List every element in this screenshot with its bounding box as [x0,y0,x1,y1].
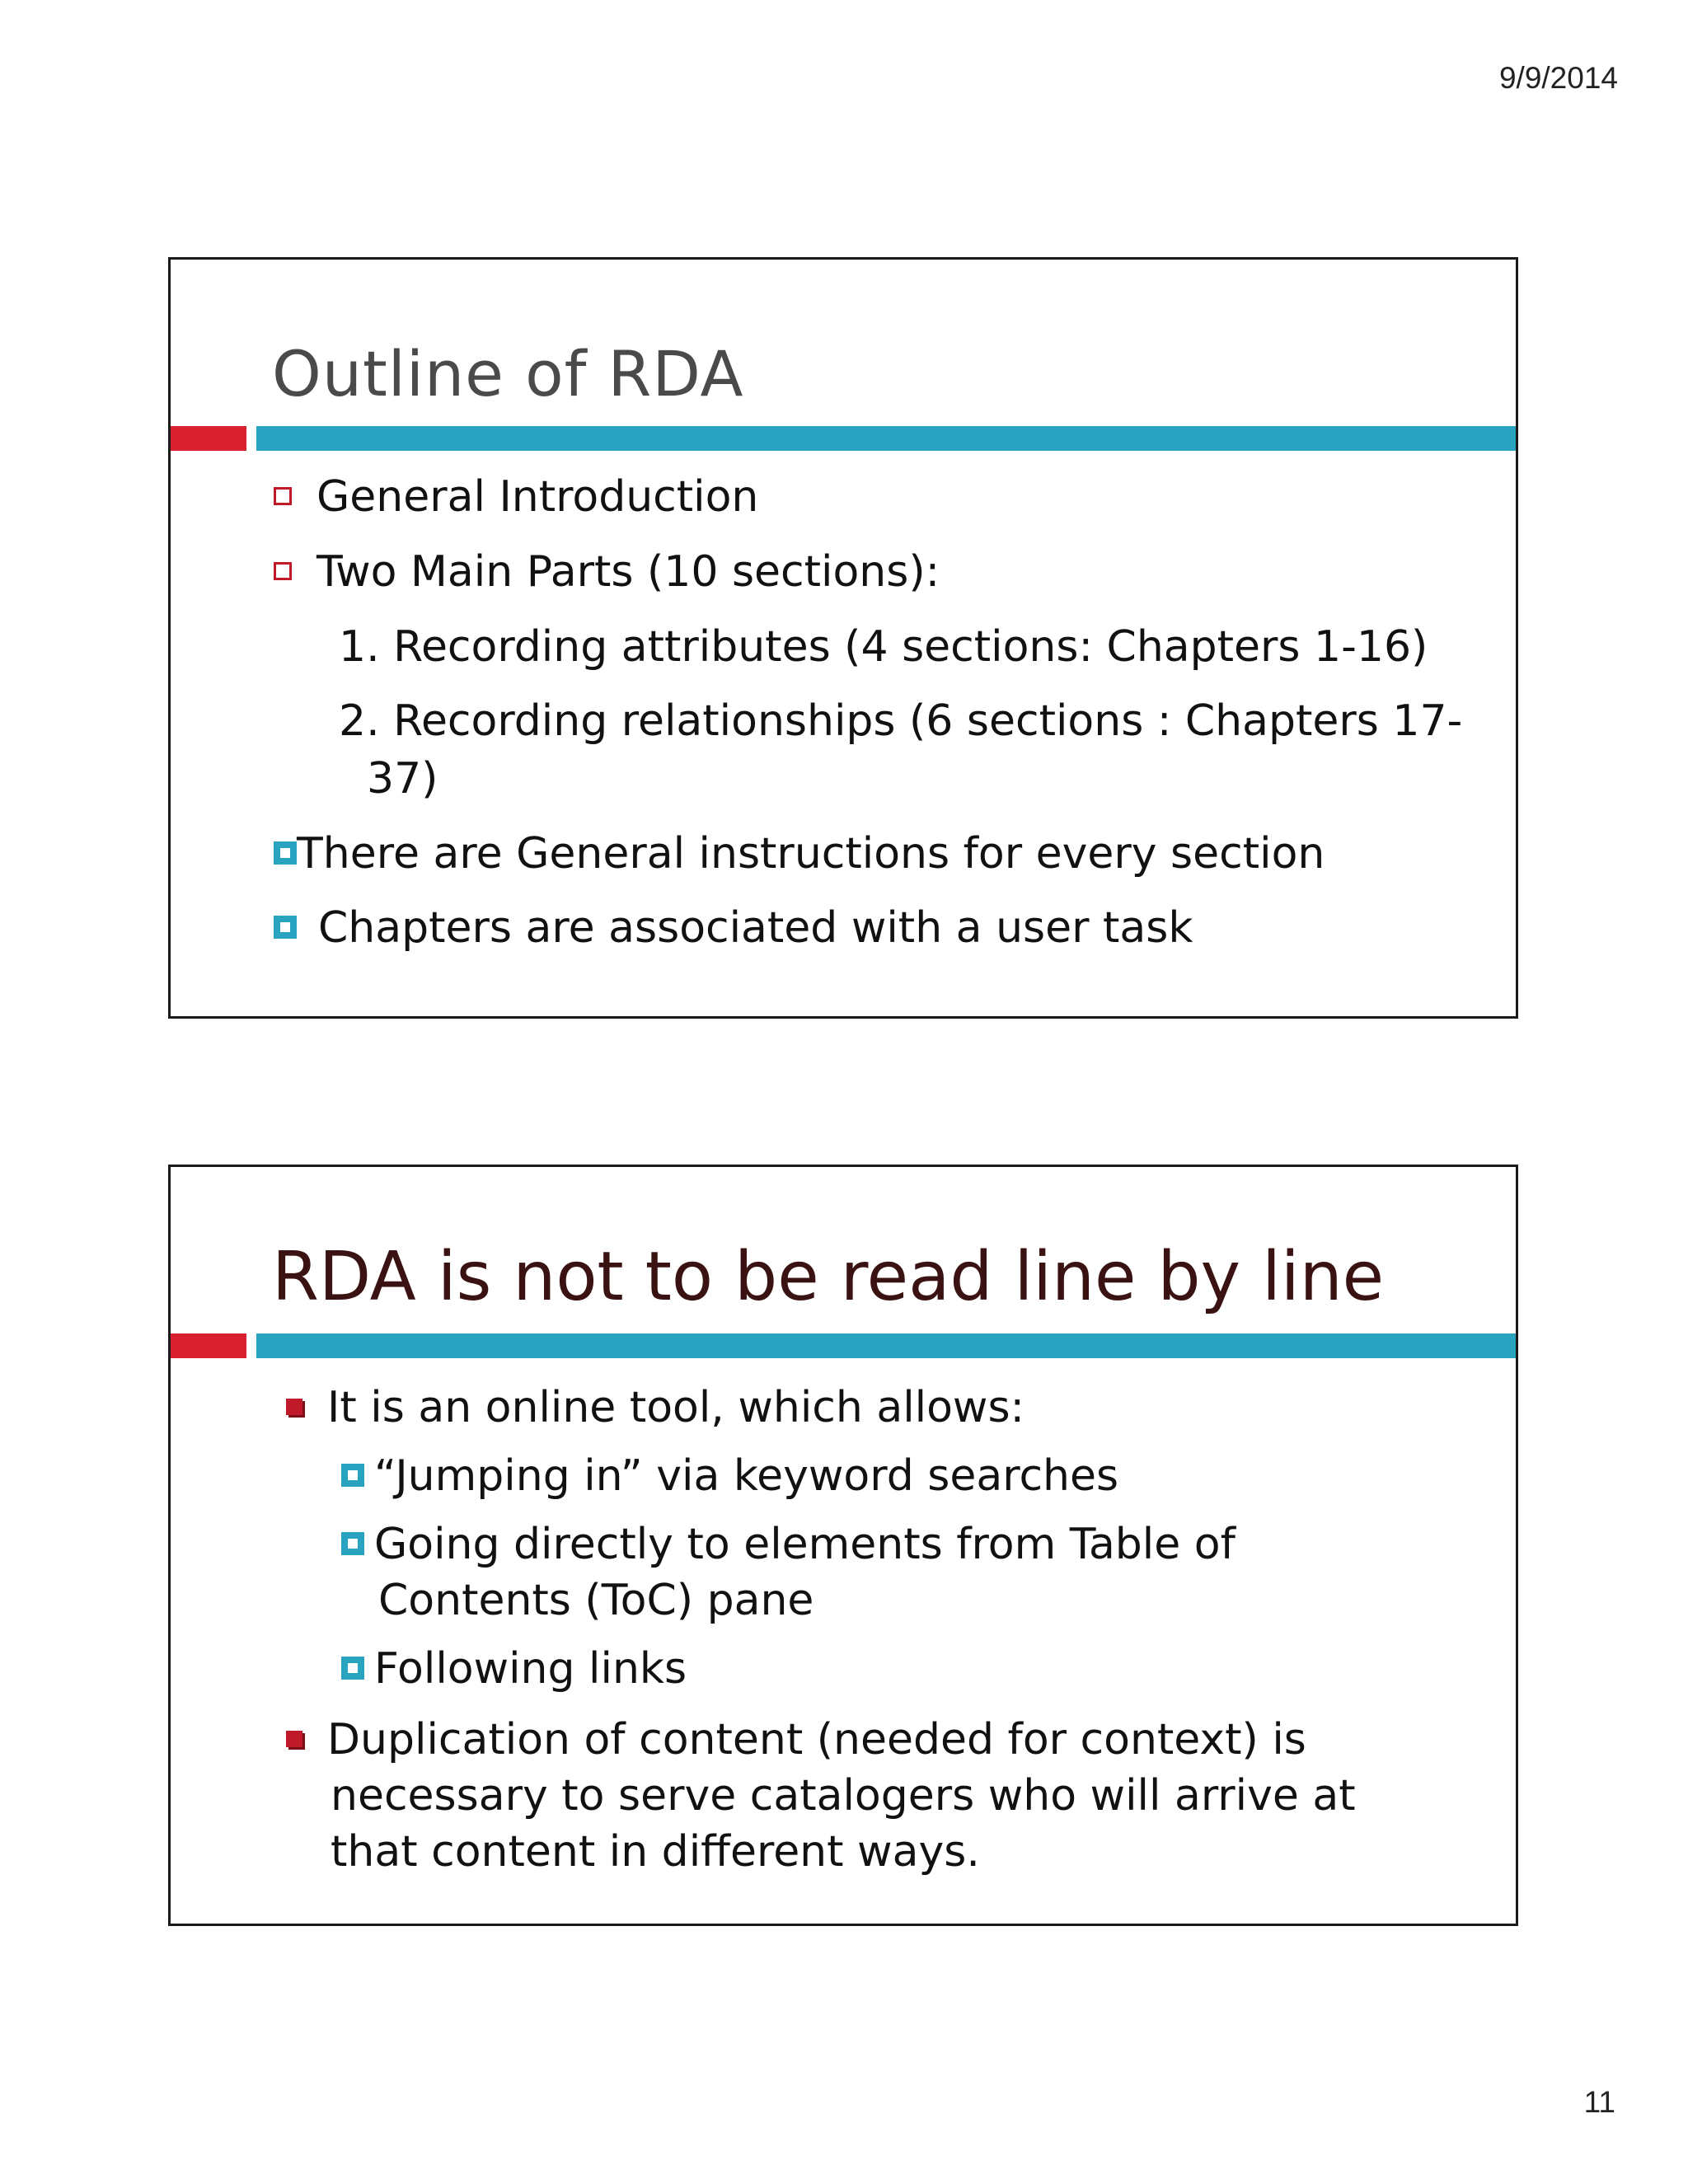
bullet-text: Following links [374,1644,687,1694]
slide-outline-of-rda [168,257,1518,1019]
bullet-text: General Introduction [316,472,759,522]
bullet-text: Going directly to elements from Table of [374,1520,1236,1569]
teal-square-bullet-icon [341,1657,364,1680]
slide-title: Outline of RDA [272,337,744,410]
numbered-item [339,622,1428,672]
sub-bullet-item [341,1644,687,1694]
page-date: 9/9/2014 [1498,61,1618,95]
bullet-text: necessary to serve catalogers who will arrive at [331,1771,1356,1821]
sub-bullet-continuation [378,1576,814,1625]
bullet-text: Contents (ToC) pane [378,1576,814,1625]
numbered-text: 2. Recording relationships (6 sections : Chapters 17- [339,696,1463,746]
bullet-item [286,1383,1025,1432]
teal-square-bullet-icon [341,1464,364,1487]
bullet-continuation [331,1771,1356,1821]
title-accent-bar-red [171,426,246,451]
title-accent-bar-blue [256,426,1516,451]
numbered-text: 1. Recording attributes (4 sections: Chapters 1-16) [339,622,1428,672]
page-number: 11 [1583,2085,1615,2119]
slide-title: RDA is not to be read line by line [272,1238,1385,1316]
numbered-text: 37) [367,754,438,804]
sub-bullet-item [341,1451,1118,1501]
title-accent-bar-blue [256,1333,1516,1358]
numbered-item-continuation [367,754,438,804]
bullet-item [274,829,1325,879]
teal-square-bullet-icon [341,1532,364,1555]
bullet-item [286,1715,1306,1765]
bullet-text: It is an online tool, which allows: [327,1383,1025,1432]
title-accent-bar-red [171,1333,246,1358]
numbered-item [339,696,1462,746]
bullet-continuation [331,1827,980,1877]
bullet-text: Two Main Parts (10 sections): [316,547,940,597]
bullet-item [274,903,1193,953]
bullet-text: Chapters are associated with a user task [318,903,1193,953]
bullet-item [274,547,940,597]
teal-square-bullet-icon [274,916,297,939]
hollow-square-bullet-icon [274,562,292,580]
red-square-bullet-icon [286,1731,302,1747]
bullet-item [274,472,758,522]
slide-rda-not-read-line-by-line [168,1165,1518,1926]
bullet-text: “Jumping in” via keyword searches [374,1451,1119,1501]
bullet-text: that content in different ways. [331,1827,980,1877]
bullet-text: Duplication of content (needed for context) is [327,1715,1306,1765]
hollow-square-bullet-icon [274,487,292,505]
teal-square-bullet-icon [274,841,297,865]
bullet-text: There are General instructions for every section [297,829,1325,879]
sub-bullet-item [341,1520,1236,1569]
red-square-bullet-icon [286,1399,302,1415]
